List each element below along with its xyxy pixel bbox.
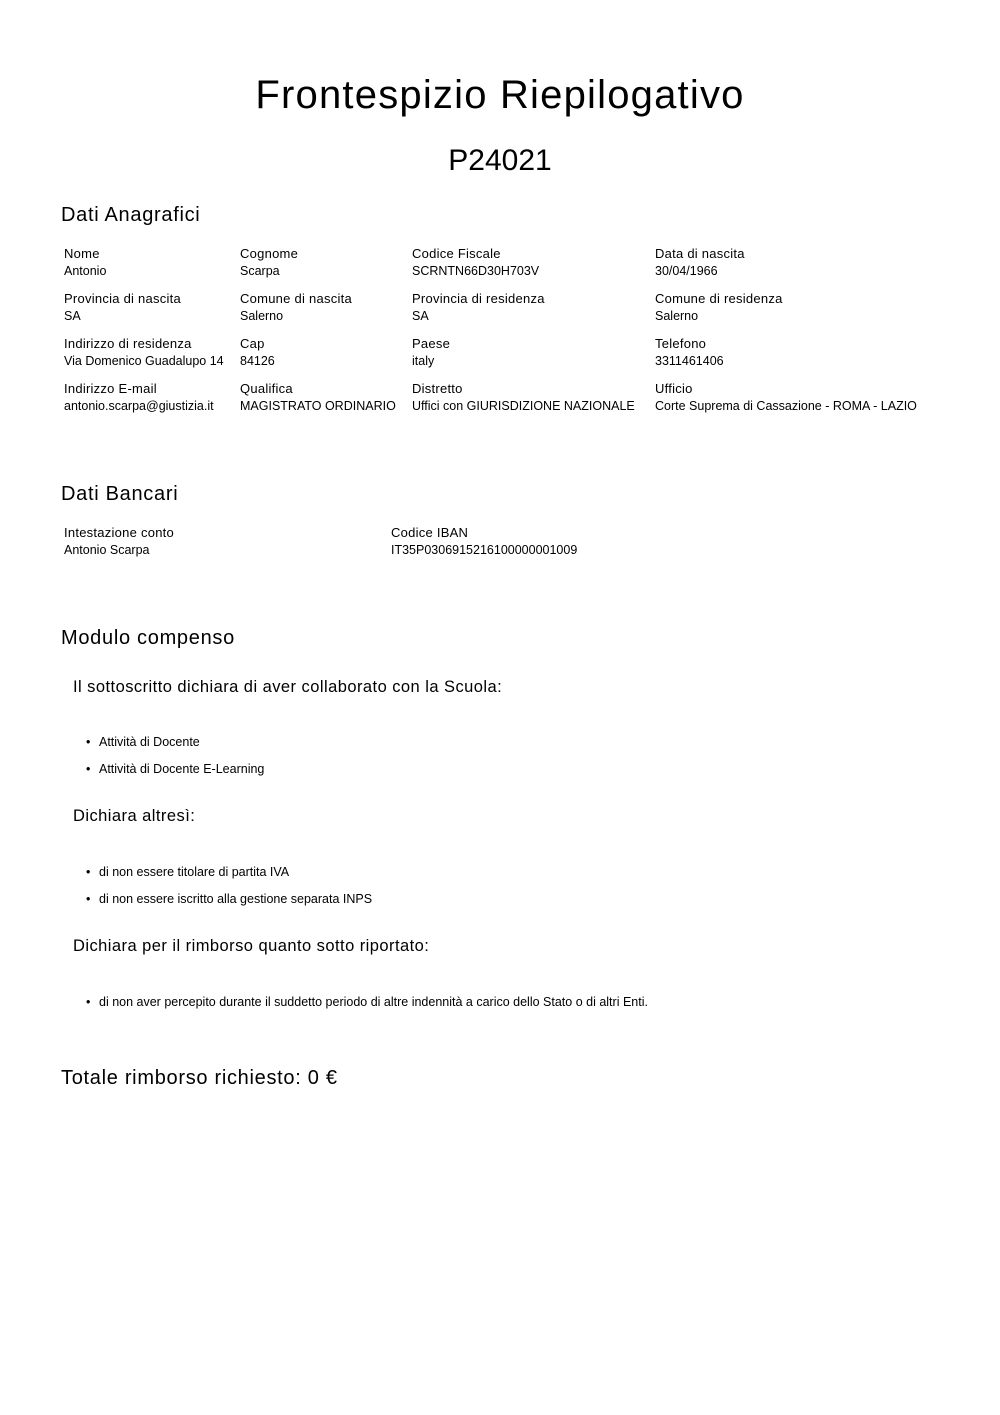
field-label: Codice IBAN <box>391 525 469 540</box>
field-value: MAGISTRATO ORDINARIO <box>240 399 396 413</box>
field-label: Distretto <box>412 381 463 396</box>
field-label: Intestazione conto <box>64 525 175 540</box>
rimborso-list <box>0 994 648 1021</box>
field-label: Cap <box>240 336 265 351</box>
totale-rimborso: Totale rimborso richiesto: 0 € <box>61 1067 338 1089</box>
field-telefono <box>655 336 724 369</box>
field-value: 84126 <box>240 354 275 368</box>
field-label: Data di nascita <box>655 246 745 261</box>
field-label: Nome <box>64 246 100 261</box>
field-value: 30/04/1966 <box>655 264 718 278</box>
field-value: Salerno <box>655 309 699 323</box>
bullet-icon: • <box>86 892 91 906</box>
collaborazione-heading: Il sottoscritto dichiara di aver collaborato con la Scuola: <box>73 678 503 696</box>
field-intestazione-conto <box>64 525 174 558</box>
list-item-text: Attività di Docente E-Learning <box>99 762 265 776</box>
field-comune-residenza <box>655 291 783 324</box>
field-iban <box>391 525 577 558</box>
section-title-anagrafici: Dati Anagrafici <box>61 204 201 226</box>
field-value: Uffici con GIURISDIZIONE NAZIONALE <box>412 399 635 413</box>
field-value: Antonio <box>64 264 107 278</box>
field-distretto <box>412 381 635 414</box>
field-qualifica <box>240 381 396 414</box>
field-label: Telefono <box>655 336 707 351</box>
altresi-heading: Dichiara altresì: <box>73 807 196 825</box>
field-label: Provincia di residenza <box>412 291 545 306</box>
field-label: Indirizzo di residenza <box>64 336 192 351</box>
field-cap <box>240 336 275 369</box>
field-value: IT35P0306915216100000001009 <box>391 543 578 557</box>
field-value: Antonio Scarpa <box>64 543 150 557</box>
list-item <box>0 761 264 777</box>
field-label: Ufficio <box>655 381 693 396</box>
field-label: Codice Fiscale <box>412 246 501 261</box>
bullet-icon: • <box>86 735 91 749</box>
bullet-icon: • <box>86 865 91 879</box>
field-ufficio <box>655 381 917 414</box>
document-title: Frontespizio Riepilogativo <box>255 73 745 117</box>
field-value: Salerno <box>240 309 284 323</box>
list-item-text: di non aver percepito durante il suddetto periodo di altre indennità a carico dello Stato o di altri Enti. <box>99 995 648 1009</box>
collaborazione-list <box>0 734 264 788</box>
bullet-icon: • <box>86 762 91 776</box>
list-item <box>0 734 264 750</box>
field-value: SA <box>64 309 81 323</box>
field-data-nascita <box>655 246 745 279</box>
field-value: italy <box>412 354 435 368</box>
altresi-list <box>0 864 372 918</box>
field-label: Provincia di nascita <box>64 291 181 306</box>
field-label: Comune di residenza <box>655 291 783 306</box>
rimborso-heading: Dichiara per il rimborso quanto sotto riportato: <box>73 937 430 955</box>
list-item <box>0 891 372 907</box>
field-value: Scarpa <box>240 264 280 278</box>
field-label: Paese <box>412 336 451 351</box>
field-label: Indirizzo E-mail <box>64 381 157 396</box>
field-cognome <box>240 246 298 279</box>
document-code: P24021 <box>448 144 552 177</box>
field-value: 3311461406 <box>655 354 724 368</box>
field-value: antonio.scarpa@giustizia.it <box>64 399 214 413</box>
field-indirizzo-residenza <box>64 336 224 369</box>
field-label: Comune di nascita <box>240 291 352 306</box>
field-label: Qualifica <box>240 381 293 396</box>
list-item-text: di non essere iscritto alla gestione separata INPS <box>99 892 373 906</box>
field-comune-nascita <box>240 291 352 324</box>
field-value: Via Domenico Guadalupo 14 <box>64 354 224 368</box>
field-paese <box>412 336 450 369</box>
field-value: SCRNTN66D30H703V <box>412 264 540 278</box>
field-codice-fiscale <box>412 246 539 279</box>
list-item <box>0 864 372 880</box>
field-email <box>64 381 214 414</box>
list-item-text: Attività di Docente <box>99 735 200 749</box>
list-item-text: di non essere titolare di partita IVA <box>99 865 290 879</box>
field-label: Cognome <box>240 246 299 261</box>
field-provincia-residenza <box>412 291 545 324</box>
section-title-compenso: Modulo compenso <box>61 627 235 649</box>
bullet-icon: • <box>86 995 91 1009</box>
list-item <box>0 994 648 1010</box>
field-provincia-nascita <box>64 291 181 324</box>
section-title-bancari: Dati Bancari <box>61 483 179 505</box>
field-nome <box>64 246 106 279</box>
field-value: Corte Suprema di Cassazione - ROMA - LAZIO <box>655 399 917 413</box>
field-value: SA <box>412 309 429 323</box>
